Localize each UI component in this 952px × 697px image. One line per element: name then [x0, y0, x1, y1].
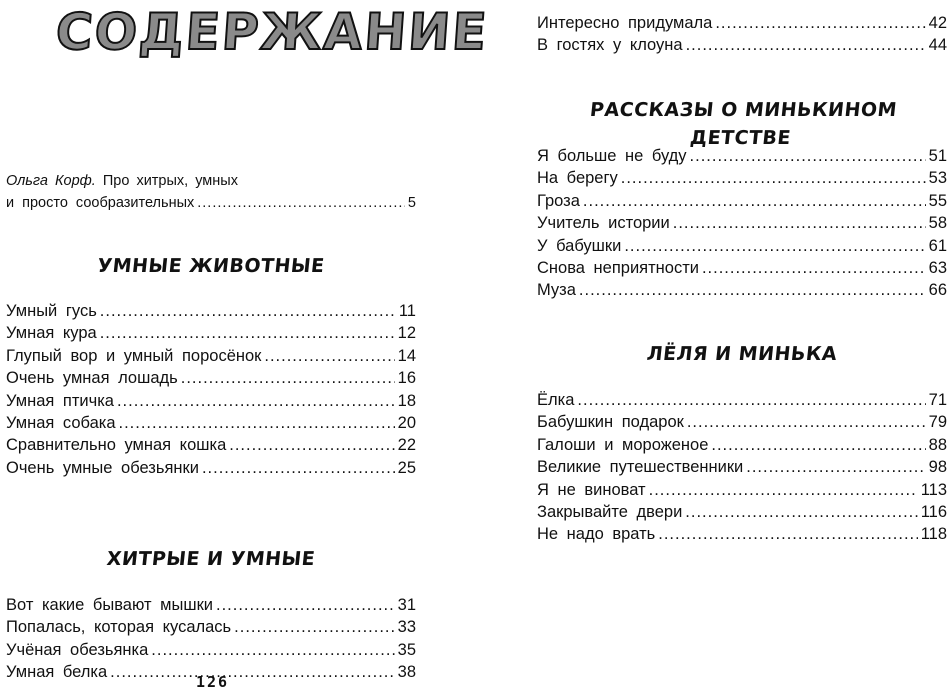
dot-leader: [100, 300, 396, 322]
entry-page: 53: [928, 169, 947, 188]
entry-title: Попалась, которая кусалась: [6, 618, 232, 637]
dot-leader: [715, 12, 925, 34]
dot-leader: [181, 367, 395, 389]
dot-leader: [229, 434, 394, 456]
dot-leader: [117, 390, 395, 412]
entry-page: 98: [928, 458, 947, 477]
entry-page: 55: [928, 191, 947, 210]
dot-leader: [197, 192, 405, 214]
toc-entry: [537, 190, 947, 212]
toc-entry: [6, 345, 416, 367]
toc-entry: [537, 479, 947, 501]
section-list-smart-animals: [6, 300, 416, 479]
dot-leader: [151, 639, 394, 661]
toc-entry: [537, 257, 947, 279]
dot-leader: [579, 279, 926, 301]
entry-title: Я не виноват: [537, 480, 646, 499]
entry-title: На берегу: [537, 169, 618, 188]
section-list-minka-childhood: [537, 145, 947, 302]
entry-page: 16: [397, 369, 416, 388]
entry-page: 18: [397, 391, 416, 410]
entry-page: 71: [928, 391, 947, 409]
entry-title: Великие путешественники: [537, 458, 744, 477]
entry-title: Умный гусь: [6, 302, 97, 320]
intro-title-part2: и просто сообразительных: [6, 195, 195, 211]
entry-page: 44: [928, 36, 947, 55]
toc-entry: [6, 390, 416, 412]
dot-leader: [673, 212, 926, 234]
entry-page: 79: [928, 413, 947, 432]
dot-leader: [621, 167, 926, 189]
entry-title: Учёная обезьянка: [6, 640, 149, 659]
entry-title: Галоши и мороженое: [537, 435, 709, 454]
entry-title: Гроза: [537, 191, 580, 210]
toc-entry: [537, 389, 947, 411]
entry-page: 22: [397, 436, 416, 455]
entry-page: 116: [920, 502, 947, 521]
dot-leader: [687, 411, 926, 433]
entry-page: 20: [397, 413, 416, 432]
entry-page: 42: [928, 14, 947, 32]
intro-author: Ольга Корф.: [6, 173, 96, 189]
entry-title: Я больше не буду: [537, 147, 687, 165]
entry-title: Интересно придумала: [537, 14, 713, 32]
dot-leader: [577, 389, 925, 411]
entry-title: Умная собака: [6, 413, 116, 432]
entry-title: Бабушкин подарок: [537, 413, 684, 432]
entry-page: 51: [928, 147, 947, 165]
toc-entry: [6, 367, 416, 389]
entry-page: 58: [928, 214, 947, 233]
toc-entry: [6, 412, 416, 434]
page-number: 126: [196, 673, 230, 691]
dot-leader: [624, 235, 925, 257]
entry-page: 38: [397, 663, 416, 682]
dot-leader: [583, 190, 926, 212]
section-list-cunning-smart: [6, 594, 416, 684]
entry-page: 118: [920, 525, 947, 544]
intro-line-2: [6, 192, 416, 214]
entry-title: Умная птичка: [6, 391, 114, 410]
entry-title: Учитель истории: [537, 214, 670, 233]
section-heading-lelya-minka: ЛЁЛЯ И МИНЬКА: [645, 343, 839, 365]
toc-entry: [537, 167, 947, 189]
section-heading-smart-animals: УМНЫЕ ЖИВОТНЫЕ: [96, 255, 326, 277]
entry-title: Не надо врать: [537, 525, 656, 544]
entry-page: 25: [397, 458, 416, 477]
dot-leader: [685, 501, 917, 523]
toc-entry: [537, 212, 947, 234]
toc-entry: [537, 279, 947, 301]
entry-page: 88: [928, 435, 947, 454]
entry-page: 33: [397, 618, 416, 637]
toc-entry: [537, 456, 947, 478]
toc-entry: [6, 434, 416, 456]
dot-leader: [711, 434, 925, 456]
toc-entry: [537, 501, 947, 523]
entry-page: 61: [928, 236, 947, 255]
dot-leader: [649, 479, 918, 501]
entry-title: Очень умная лошадь: [6, 369, 178, 388]
entry-title: В гостях у клоуна: [537, 36, 683, 55]
entry-title: Сравнительно умная кошка: [6, 436, 227, 455]
page-title: СОДЕРЖАНИЕ: [53, 3, 491, 61]
intro-title-part1: Про хитрых, умных: [102, 173, 238, 189]
section-heading-minka-childhood: РАССКАЗЫ О МИНЬКИНОМ ДЕТСТВЕ: [588, 99, 899, 149]
toc-entry: [537, 145, 947, 167]
section-list-lelya-minka: [537, 389, 947, 546]
dot-leader: [100, 322, 395, 344]
entry-title: Снова неприятности: [537, 258, 699, 277]
toc-entry: [537, 434, 947, 456]
entry-title: Муза: [537, 281, 576, 300]
toc-entry: [537, 235, 947, 257]
entry-page: 14: [397, 346, 416, 365]
toc-entry: [537, 34, 947, 56]
dot-leader: [658, 523, 917, 545]
intro-entry: [6, 170, 416, 214]
toc-entry: [6, 457, 416, 479]
toc-entry: [537, 411, 947, 433]
intro-page: 5: [407, 195, 416, 211]
dot-leader: [686, 34, 926, 56]
intro-line-1: [6, 170, 416, 192]
entry-page: 12: [397, 324, 416, 343]
dot-leader: [702, 257, 926, 279]
entry-title: У бабушки: [537, 236, 622, 255]
dot-leader: [234, 616, 394, 638]
toc-entry: [6, 594, 416, 616]
entry-title: Умная кура: [6, 324, 97, 343]
section-list-continued: [537, 12, 947, 57]
toc-entry: [6, 639, 416, 661]
entry-title: Закрывайте двери: [537, 502, 683, 521]
toc-entry: [6, 300, 416, 322]
entry-title: Умная белка: [6, 663, 108, 682]
entry-page: 66: [928, 281, 947, 300]
toc-entry: [537, 523, 947, 545]
dot-leader: [690, 145, 926, 167]
dot-leader: [746, 456, 925, 478]
entry-page: 31: [397, 596, 416, 614]
toc-entry: [6, 616, 416, 638]
entry-title: Очень умные обезьянки: [6, 458, 199, 477]
dot-leader: [110, 661, 394, 683]
entry-title: Глупый вор и умный поросёнок: [6, 346, 262, 365]
dot-leader: [202, 457, 395, 479]
toc-entry: [537, 12, 947, 34]
entry-page: 11: [398, 302, 416, 320]
entry-page: 63: [928, 258, 947, 277]
dot-leader: [264, 345, 394, 367]
dot-leader: [216, 594, 395, 616]
dot-leader: [119, 412, 395, 434]
entry-title: Вот какие бывают мышки: [6, 596, 214, 614]
entry-title: Ёлка: [537, 391, 575, 409]
entry-page: 35: [397, 640, 416, 659]
section-heading-cunning-smart: ХИТРЫЕ И УМНЫЕ: [105, 548, 317, 570]
entry-page: 113: [920, 480, 947, 499]
toc-entry: [6, 322, 416, 344]
